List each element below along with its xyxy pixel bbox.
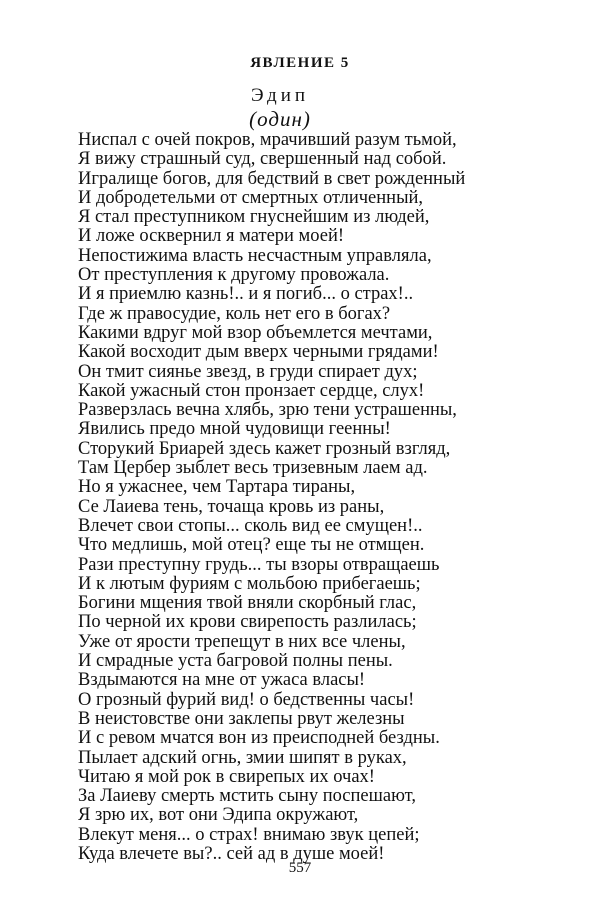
page-number: 557	[288, 860, 312, 876]
verse-line: В неистовстве они заклепы рвут железны	[78, 708, 405, 729]
verse-line: Читаю я мой рок в свирепых их очах!	[78, 766, 375, 787]
verse-line: Но я ужаснее, чем Тартара тираны,	[78, 477, 356, 498]
verse-line: О грозный фурий вид! о бедственны часы!	[78, 689, 415, 710]
verse-line: Какими вдруг мой взор объемлется мечтами,	[78, 322, 433, 343]
verse-line: За Лаиеву смерть мстить сыну поспешают,	[78, 786, 416, 807]
scene-title: ЯВЛЕНИЕ 5	[250, 55, 350, 71]
verse-line: Где ж правосудие, коль нет его в богах?	[78, 303, 391, 324]
verse-line: И я приемлю казнь!.. и я погиб... о страх!..	[78, 284, 414, 305]
verse-line: Явились предо мной чудовищи геенны!	[78, 419, 391, 440]
verse-line: И с ревом мчатся вон из преисподней бездны.	[78, 728, 440, 749]
verse-line: Уже от ярости трепещут в них все члены,	[78, 631, 406, 652]
verse-line: Вздымаются на мне от ужаса власы!	[78, 670, 366, 691]
verse-line: Какой ужасный стон пронзает сердце, слух!	[78, 380, 425, 401]
verse-line: Какой восходит дым вверх черными грядами!	[78, 342, 439, 363]
verse-line: Сторукий Бриарей здесь кажет грозный взгляд,	[78, 438, 451, 459]
verse-line: Пылает адский огнь, змии шипят в руках,	[78, 747, 407, 768]
verse-line: Влечет свои стопы... сколь вид ее смущен!..	[78, 515, 423, 536]
verse-line: По черной их крови свирепость разлилась;	[78, 612, 417, 633]
verse-line: Я вижу страшный суд, свершенный над собой.	[78, 149, 447, 170]
verse-line: Непостижима власть несчастным управляла,	[78, 245, 432, 266]
verse-line: Влекут меня... о страх! внимаю звук цепей;	[78, 824, 420, 845]
verse-line: И смрадные уста багровой полны пены.	[78, 651, 393, 672]
verse-line: Разверзлась вечна хлябь, зрю тени устрашенны,	[78, 400, 457, 421]
verse-line: Он тмит сиянье звезд, в груди спирает дух;	[78, 361, 418, 382]
verse-line: И ложе осквернил я матери моей!	[78, 226, 345, 247]
verse-block	[78, 131, 548, 864]
verse-line: Се Лаиева тень, точаща кровь из раны,	[78, 496, 385, 517]
verse-line: Игралище богов, для бедствий в свет рожденный	[78, 168, 466, 189]
speaker-name: Эдип	[250, 85, 310, 106]
verse-line: Богини мщения твой вняли скорбный глас,	[78, 593, 417, 614]
verse-line: Я стал преступником гнуснейшим из людей,	[78, 207, 430, 228]
stage-direction: (один)	[249, 107, 311, 131]
verse-line: Что медлишь, мой отец? еще ты не отмщен.	[78, 535, 425, 556]
verse-line: И к лютым фуриям с мольбою прибегаешь;	[78, 573, 421, 594]
verse-line: И добродетельми от смертных отличенный,	[78, 187, 424, 208]
verse-line: Рази преступну грудь... ты взоры отвращаешь	[78, 554, 440, 575]
verse-line: Куда влечете вы?.. сей ад в душе моей!	[78, 843, 385, 864]
verse-line: От преступления к другому провожала.	[78, 265, 390, 286]
verse-line: Ниспал с очей покров, мрачивший разум тьмой,	[78, 130, 457, 150]
verse-line: Там Цербер зыблет весь тризевным лаем ад.	[78, 458, 428, 479]
verse-line: Я зрю их, вот они Эдипа окружают,	[78, 805, 359, 826]
